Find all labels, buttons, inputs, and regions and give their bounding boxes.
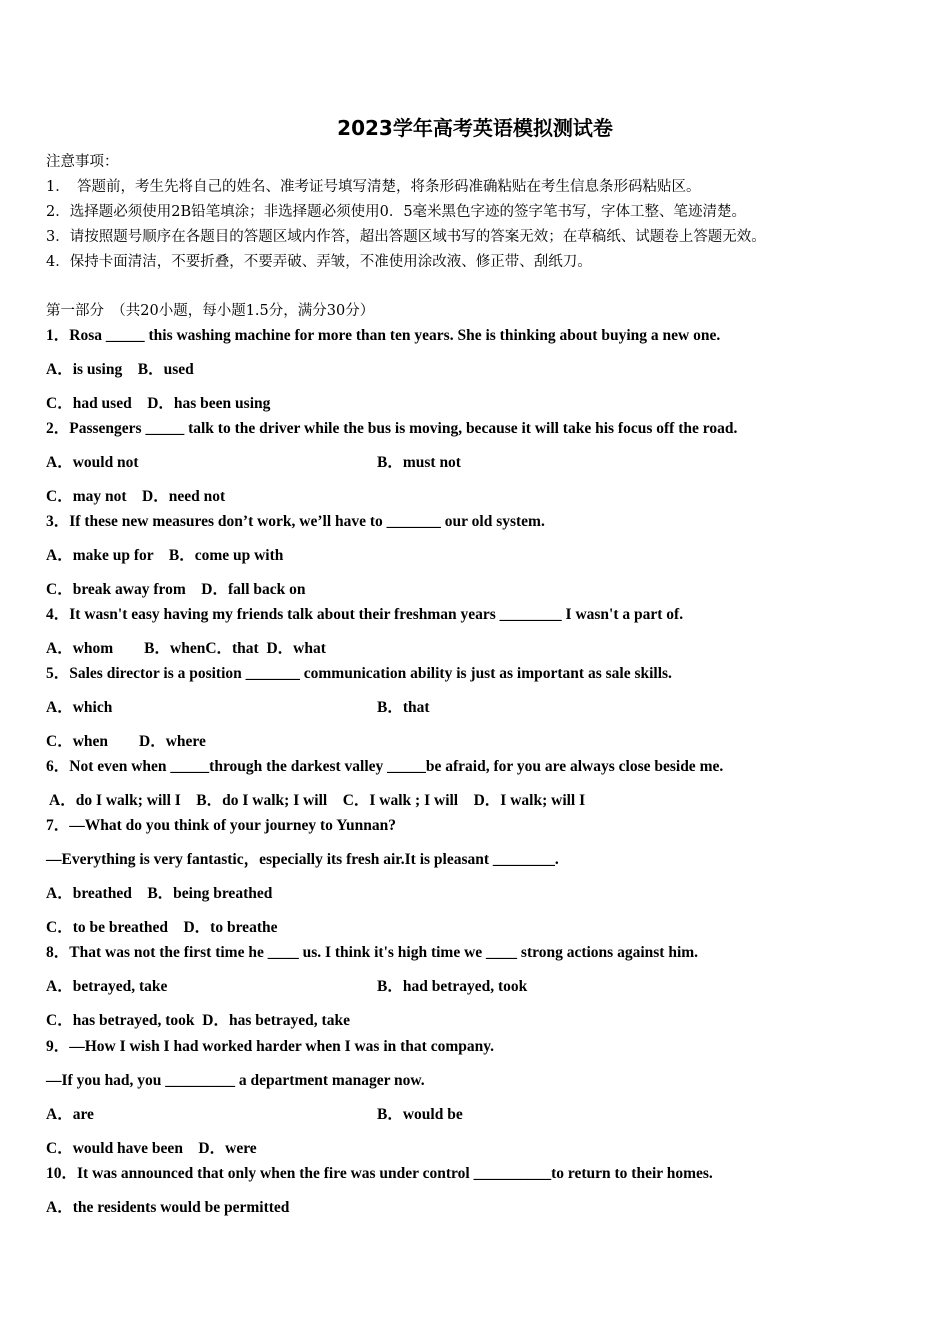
option-a: A．would not — [46, 454, 139, 471]
notice-item: 2．选择题必须使用2B铅笔填涂；非选择题必须使用0．5毫米黑色字迹的签字笔书写，字体工整、笔迹清楚。 — [46, 204, 747, 220]
question-options: A．is using B．used — [46, 361, 194, 378]
question-stem: 3．If these new measures don’t work, we’ll have to _______ our old system. — [46, 513, 545, 530]
option-a: A．betrayed, take — [46, 978, 168, 995]
section-heading: 第一部分 （共20小题，每小题1.5分，满分30分） — [46, 303, 375, 319]
question-stem: 10．It was announced that only when the fire was under control __________to return to their homes. — [46, 1165, 713, 1182]
question-options: C．has betrayed, took D．has betrayed, take — [46, 1012, 350, 1029]
exam-title: 2023学年高考英语模拟测试卷 — [337, 116, 613, 140]
question-stem: 6．Not even when _____through the darkest valley _____be afraid, for you are always close beside me. — [46, 758, 724, 775]
question-stem: 7．—What do you think of your journey to Yunnan? — [46, 817, 396, 834]
notice-heading: 注意事项： — [46, 154, 119, 170]
question-stem: 2．Passengers _____ talk to the driver while the bus is moving, because it will take his focus off the road. — [46, 420, 738, 437]
question-stem: 5．Sales director is a position _______ communication ability is just as important as sale skills. — [46, 665, 672, 682]
question-options: C．may not D．need not — [46, 488, 226, 505]
question-options: A．do I walk; will I B．do I walk; I will C．I walk ; I will D．I walk; will I — [46, 792, 586, 809]
question-options: C．would have been D．were — [46, 1140, 257, 1157]
question-options: A．whom B．whenC．that D．what — [46, 640, 326, 657]
question-stem: 4．It wasn't easy having my friends talk about their freshman years ________ I wasn't a part of. — [46, 606, 684, 623]
notice-item: 1． 答题前，考生先将自己的姓名、准考证号填写清楚，将条形码准确粘贴在考生信息条形码粘贴区。 — [46, 179, 701, 195]
option-b: B．that — [377, 699, 430, 716]
option-b: B．must not — [377, 454, 461, 471]
question-options: C．when D．where — [46, 733, 206, 750]
question-options: A．the residents would be permitted — [46, 1199, 290, 1216]
question-options: C．had used D．has been using — [46, 395, 271, 412]
question-options: A．make up for B．come up with — [46, 547, 284, 564]
question-options: A．breathed B．being breathed — [46, 885, 273, 902]
question-options: C．to be breathed D．to breathe — [46, 919, 278, 936]
question-stem: 9．—How I wish I had worked harder when I was in that company. — [46, 1038, 494, 1055]
question-stem: 8．That was not the first time he ____ us. I think it's high time we ____ strong actions against him. — [46, 944, 699, 961]
question-stem: 1．Rosa _____ this washing machine for more than ten years. She is thinking about buying a new one. — [46, 327, 721, 344]
option-b: B．had betrayed, took — [377, 978, 528, 995]
question-options: C．break away from D．fall back on — [46, 581, 306, 598]
option-a: A．are — [46, 1106, 94, 1123]
option-b: B．would be — [377, 1106, 463, 1123]
notice-item: 4．保持卡面清洁，不要折叠，不要弄破、弄皱，不准使用涂改液、修正带、刮纸刀。 — [46, 254, 592, 270]
question-stem-continued: —If you had, you _________ a department manager now. — [46, 1072, 425, 1089]
question-stem-continued: —Everything is very fantastic，especially its fresh air.It is pleasant ________. — [46, 851, 559, 868]
option-a: A．which — [46, 699, 113, 716]
notice-item: 3．请按照题号顺序在各题目的答题区域内作答，超出答题区域书写的答案无效；在草稿纸、试题卷上答题无效。 — [46, 229, 766, 245]
